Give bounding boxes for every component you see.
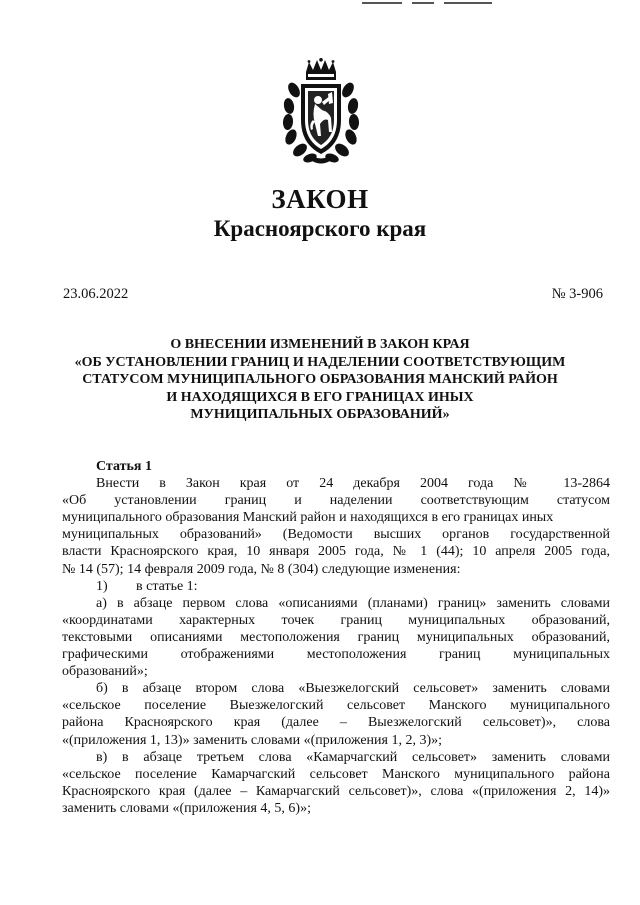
body-line: «Об установлении границ и наделении соответствующим статусом <box>62 493 610 509</box>
body-line: б) в абзаце втором слова «Выезжелогский сельсовет» заменить словами <box>96 681 610 697</box>
document-title: ЗАКОН <box>271 184 369 214</box>
body-line: района Красноярского края (далее – Выезжелогский сельсовет)», слова <box>62 715 610 731</box>
heading-line: О ВНЕСЕНИИ ИЗМЕНЕНИЙ В ЗАКОН КРАЯ <box>170 337 470 352</box>
scan-artifact <box>362 0 492 6</box>
body-line: графическими отображениями местоположения границ муниципальных <box>62 647 610 663</box>
law-heading <box>40 336 600 424</box>
body-line: образований»; <box>62 664 148 680</box>
document-subtitle: Красноярского края <box>213 216 427 241</box>
heading-line: И НАХОДЯЩИХСЯ В ЕГО ГРАНИЦАХ ИНЫХ <box>166 389 474 405</box>
body-line: Внести в Закон края от 24 декабря 2004 года № 13-2864 <box>96 476 610 492</box>
body-line: «координатами характерных точек границ муниципальных образований, <box>62 612 610 628</box>
body-line: муниципального образования Манский район и находящихся в его границах иных <box>62 510 554 526</box>
enumeration-number: 1) <box>96 578 108 594</box>
enumeration-text: в статье 1: <box>136 578 198 594</box>
body-line: текстовыми описаниями местоположения границ муниципальных образований, <box>62 629 610 645</box>
article-title: Статья 1 <box>96 459 152 474</box>
body-line: в) в абзаце третьем слова «Камарчагский сельсовет» заменить словами <box>96 749 610 765</box>
document-date: 23.06.2022 <box>63 286 129 302</box>
body-line: муниципальных образований» (Ведомости высших органов государственной <box>62 527 610 543</box>
body-line: № 14 (57); 14 февраля 2009 года, № 8 (304) следующие изменения: <box>62 561 461 577</box>
document-number: № 3-906 <box>551 286 603 302</box>
heading-line: СТАТУСОМ МУНИЦИПАЛЬНОГО ОБРАЗОВАНИЯ МАНСКИЙ РАЙОН <box>82 372 558 388</box>
body-line: а) в абзаце первом слова «описаниями (планами) границ» заменить словами <box>96 595 610 611</box>
heading-line: МУНИЦИПАЛЬНЫХ ОБРАЗОВАНИЙ» <box>190 407 450 423</box>
enumeration-line <box>62 578 610 595</box>
coat-of-arms-icon <box>282 58 360 166</box>
body-line: «сельское поселение Камарчагский сельсовет Манского муниципального района <box>62 766 610 782</box>
body-line: власти Красноярского края, 10 января 2005 года, № 1 (44); 10 апреля 2005 года, <box>62 544 610 560</box>
article-body <box>62 458 610 817</box>
heading-line: «ОБ УСТАНОВЛЕНИИ ГРАНИЦ И НАДЕЛЕНИИ СООТВЕТСТВУЮЩИМ <box>74 354 566 370</box>
body-line: «(приложения 1, 13)» заменить словами «(приложения 1, 2, 3)»; <box>62 732 443 748</box>
body-line: заменить словами «(приложения 4, 5, 6)»; <box>62 800 311 816</box>
body-line: Красноярского края (далее – Камарчагский сельсовет)», слова «(приложения 2, 14)» <box>62 783 610 799</box>
body-line: «сельское поселение Выезжелогский сельсовет Манского муниципального <box>62 698 610 714</box>
